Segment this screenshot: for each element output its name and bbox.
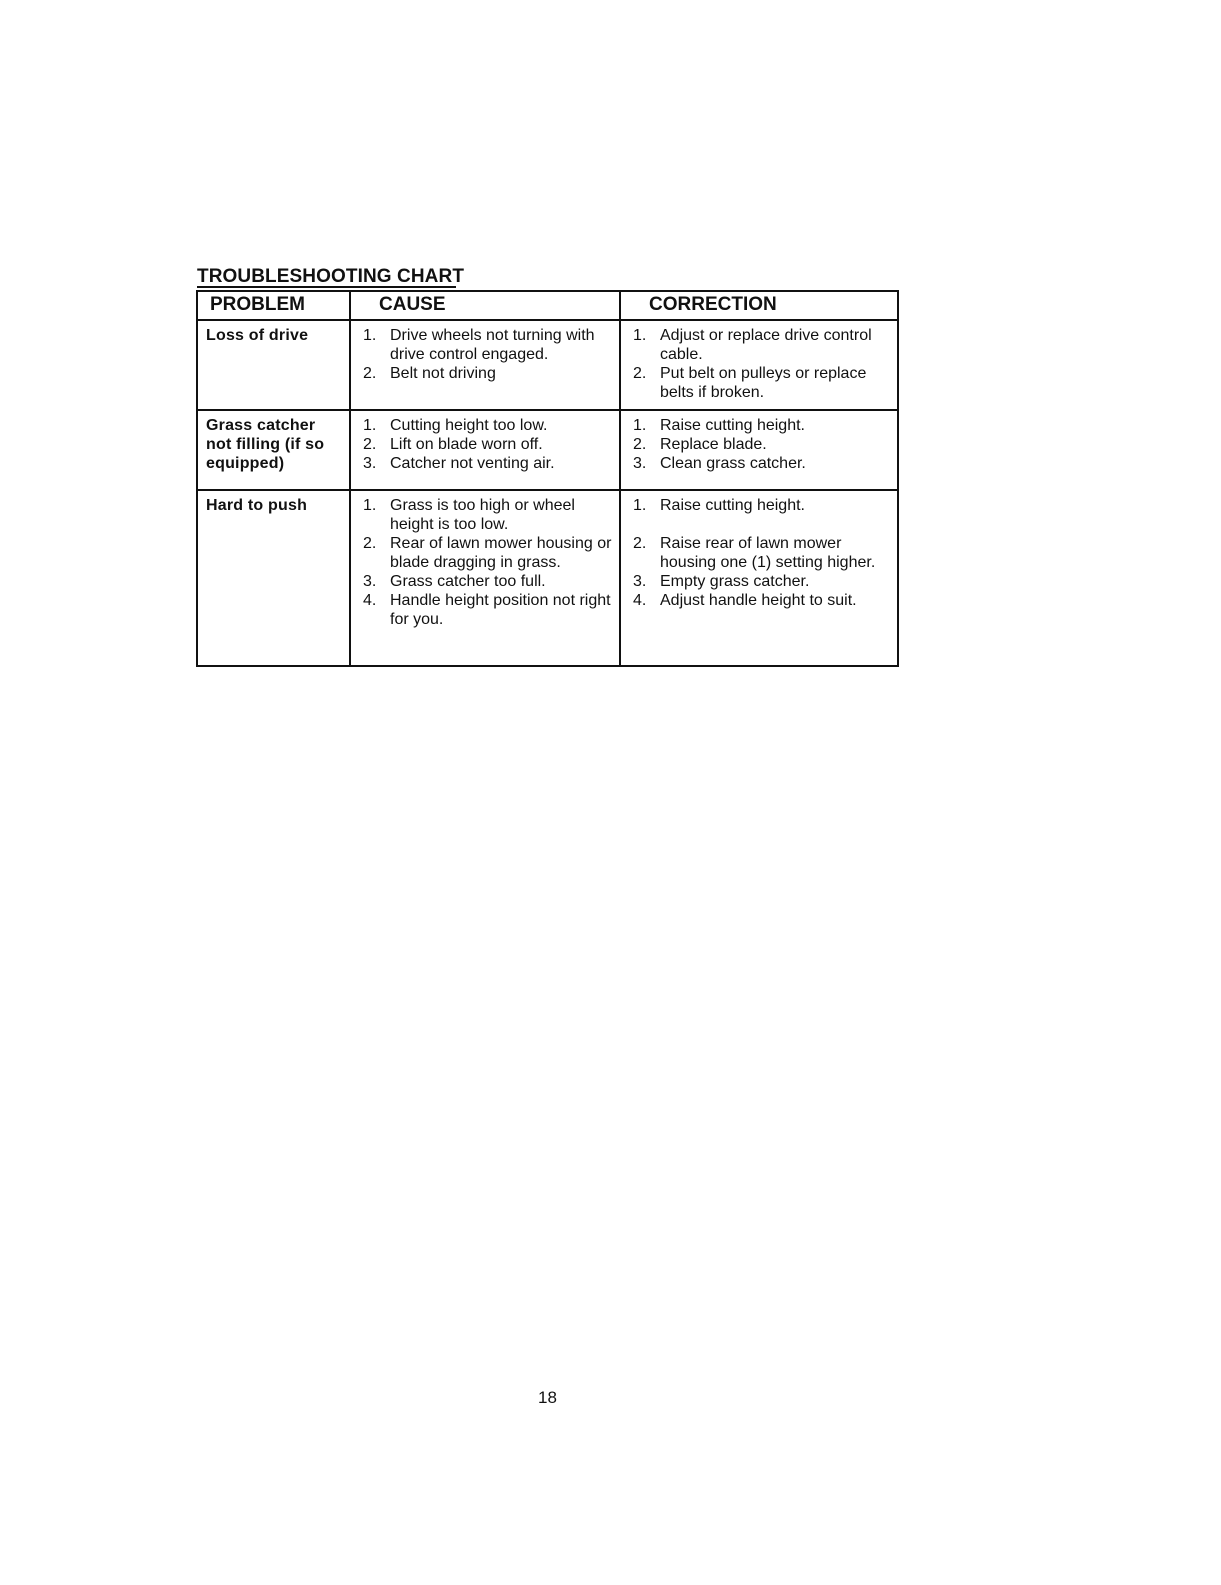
item-text: Grass is too high or wheel height is too low.	[390, 497, 575, 533]
problem-cell: Hard to push	[197, 490, 350, 666]
correction-cell	[620, 410, 898, 490]
correction-item	[633, 364, 893, 402]
item-text: Replace blade.	[660, 436, 767, 453]
item-number: 3.	[633, 455, 647, 472]
item-text: Raise cutting height.	[660, 497, 805, 514]
cause-item	[363, 364, 615, 383]
item-text: Lift on blade worn off.	[390, 436, 543, 453]
table-row	[197, 320, 898, 410]
item-text: Handle height position not right for you.	[390, 592, 611, 628]
item-text: Raise cutting height.	[660, 417, 805, 434]
correction-item	[633, 534, 893, 572]
item-number: 2.	[633, 436, 647, 453]
item-number: 3.	[363, 455, 377, 472]
cause-cell	[350, 490, 620, 666]
cause-cell	[350, 320, 620, 410]
item-text: Belt not driving	[390, 365, 496, 382]
table-row	[197, 490, 898, 666]
cause-item	[363, 326, 615, 364]
correction-item	[633, 416, 893, 435]
header-correction: CORRECTION	[620, 291, 898, 320]
item-number: 3.	[363, 573, 377, 590]
troubleshooting-table	[196, 290, 899, 667]
item-text: Adjust handle height to suit.	[660, 592, 857, 609]
item-number: 2.	[633, 535, 647, 552]
cause-item	[363, 591, 615, 629]
problem-cell: Loss of drive	[197, 320, 350, 410]
correction-cell	[620, 490, 898, 666]
spacer	[633, 515, 893, 534]
item-number: 2.	[363, 436, 377, 453]
item-text: Grass catcher too full.	[390, 573, 546, 590]
cause-item	[363, 496, 615, 534]
header-cause: CAUSE	[350, 291, 620, 320]
item-text: Rear of lawn mower housing or blade dragging in grass.	[390, 535, 612, 571]
correction-item	[633, 572, 893, 591]
item-text: Raise rear of lawn mower housing one (1) setting higher.	[660, 535, 876, 571]
item-number: 2.	[363, 535, 377, 552]
cause-cell	[350, 410, 620, 490]
item-text: Adjust or replace drive control cable.	[660, 327, 872, 363]
item-number: 1.	[633, 327, 647, 344]
problem-cell: Grass catcher not filling (if so equipped)	[197, 410, 350, 490]
item-number: 1.	[363, 327, 377, 344]
item-number: 2.	[633, 365, 647, 382]
item-number: 1.	[633, 417, 647, 434]
page-number: 18	[538, 1388, 557, 1407]
cause-item	[363, 416, 615, 435]
item-number: 4.	[633, 592, 647, 609]
item-number: 2.	[363, 365, 377, 382]
correction-item	[633, 496, 893, 515]
item-text: Empty grass catcher.	[660, 573, 810, 590]
item-number: 1.	[633, 497, 647, 514]
correction-item	[633, 454, 893, 473]
item-text: Put belt on pulleys or replace belts if broken.	[660, 365, 867, 401]
item-number: 4.	[363, 592, 377, 609]
correction-item	[633, 326, 893, 364]
header-problem: PROBLEM	[197, 291, 350, 320]
correction-cell	[620, 320, 898, 410]
item-text: Cutting height too low.	[390, 417, 548, 434]
cause-item	[363, 572, 615, 591]
cause-item	[363, 435, 615, 454]
item-text: Clean grass catcher.	[660, 455, 806, 472]
item-number: 1.	[363, 417, 377, 434]
cause-item	[363, 454, 615, 473]
cause-item	[363, 534, 615, 572]
item-number: 3.	[633, 573, 647, 590]
table-header-row	[197, 291, 898, 320]
chart-title: TROUBLESHOOTING CHART	[197, 266, 465, 287]
correction-item	[633, 591, 893, 610]
table-row	[197, 410, 898, 490]
item-text: Drive wheels not turning with drive control engaged.	[390, 327, 595, 363]
item-number: 1.	[363, 497, 377, 514]
item-text: Catcher not venting air.	[390, 455, 555, 472]
correction-item	[633, 435, 893, 454]
